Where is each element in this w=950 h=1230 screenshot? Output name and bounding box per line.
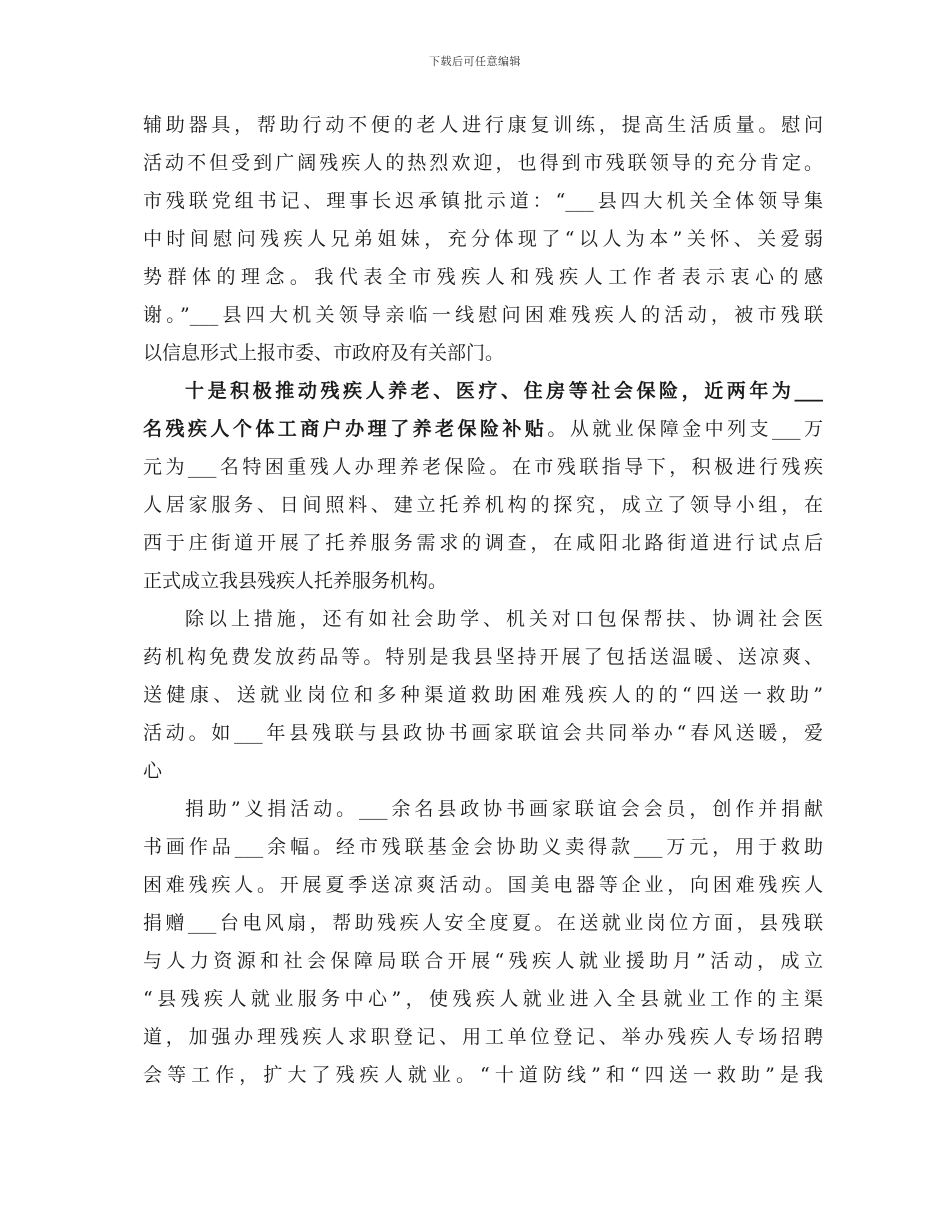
- page-header: 下载后可任意编辑: [429, 55, 521, 68]
- text-line: 以信息形式上报市委、市政府及有关部门。: [143, 342, 505, 364]
- text-line: [143, 410, 823, 448]
- text-line: 西于庄街道开展了托养服务需求的调查，在咸阳北路街道进行试点后: [143, 532, 823, 554]
- text-line: 人居家服务、日间照料、建立托养机构的探究，成立了领导小组，在: [143, 494, 823, 516]
- text-line: 十是积极推动残疾人养老、医疗、住房等社会保险，近两年为___: [185, 380, 823, 402]
- text-line: 元为___名特困重残人办理养老保险。在市残联指导下，积极进行残疾: [143, 456, 823, 478]
- text-line: 市残联党组书记、理事长迟承镇批示道：“___县四大机关全体领导集: [143, 190, 823, 212]
- text-segment: 名残疾人个体工商户办理了养老保险补贴: [143, 418, 548, 440]
- text-line: 辅助器具，帮助行动不便的老人进行康复训练，提高生活质量。慰问: [143, 114, 823, 136]
- text-line: 药机构免费发放药品等。特别是我县坚持开展了包括送温暖、送凉爽、: [143, 646, 823, 668]
- text-line: 除以上措施，还有如社会助学、机关对口包保帮扶、协调社会医: [185, 608, 823, 630]
- text-line: 势群体的理念。我代表全市残疾人和残疾人工作者表示衷心的感: [143, 266, 823, 288]
- text-line: 与人力资源和社会保障局联合开展“残疾人就业援助月”活动，成立: [143, 950, 823, 972]
- text-line: 书画作品___余幅。经市残联基金会协助义卖得款___万元，用于救助: [143, 836, 823, 858]
- text-line: 中时间慰问残疾人兄弟姐妹，充分体现了“以人为本”关怀、关爱弱: [143, 228, 823, 250]
- text-segment: 。从就业保障金中列支___万: [547, 418, 823, 440]
- document-body: [143, 106, 823, 1094]
- text-line: 捐赠___台电风扇，帮助残疾人安全度夏。在送就业岗位方面，县残联: [143, 912, 823, 934]
- text-line: 道，加强办理残疾人求职登记、用工单位登记、举办残疾人专场招聘: [143, 1026, 823, 1048]
- text-line: 正式成立我县残疾人托养服务机构。: [143, 570, 448, 592]
- text-line: 送健康、送就业岗位和多种渠道救助困难残疾人的的“四送一救助”: [143, 684, 823, 706]
- text-line: “县残疾人就业服务中心”，使残疾人就业进入全县就业工作的主渠: [143, 988, 823, 1010]
- text-line: 困难残疾人。开展夏季送凉爽活动。国美电器等企业，向困难残疾人: [143, 874, 823, 896]
- text-line: 活动不但受到广阔残疾人的热烈欢迎，也得到市残联领导的充分肯定。: [143, 152, 823, 174]
- text-line: 会等工作，扩大了残疾人就业。“十道防线”和“四送一救助”是我: [143, 1064, 823, 1086]
- text-line: 心: [143, 760, 163, 782]
- text-line: 谢。”___县四大机关领导亲临一线慰问困难残疾人的活动，被市残联: [143, 304, 823, 326]
- text-line: 活动。如___年县残联与县政协书画家联谊会共同举办“春风送暖，爱: [143, 722, 823, 744]
- text-line: 捐助”义捐活动。___余名县政协书画家联谊会会员，创作并捐献: [185, 798, 823, 820]
